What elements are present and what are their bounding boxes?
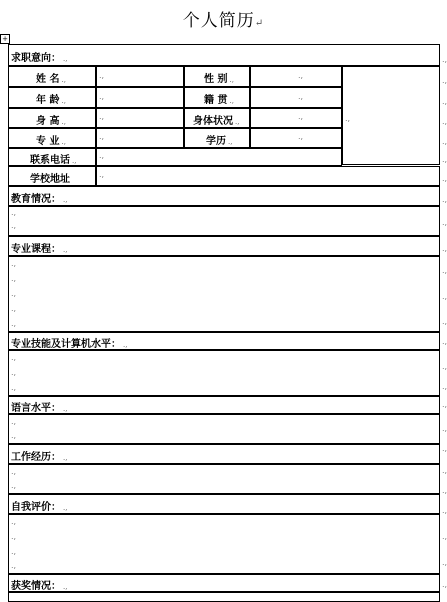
self-eval-content[interactable] — [8, 514, 440, 574]
row-end-mark: ., — [442, 400, 447, 409]
work-label: 工作经历： ., — [11, 452, 68, 463]
cell-mark: ., — [11, 221, 17, 230]
row-end-mark: ., — [442, 117, 447, 126]
height-label: 身 高 ., — [36, 116, 66, 127]
cell-mark: ., — [11, 561, 17, 570]
cell-mark: ., — [11, 304, 17, 313]
cell-mark: ., — [11, 353, 17, 362]
row-end-mark: ., — [442, 55, 447, 64]
cell-mark: ., — [11, 467, 17, 476]
job-intent-row[interactable] — [8, 44, 440, 66]
name-label: 姓 名 ., — [36, 74, 66, 85]
language-content[interactable] — [8, 414, 440, 444]
row-end-mark: ., — [442, 97, 447, 106]
self-eval-label: 自我评价： ., — [11, 502, 68, 513]
cell-mark: ., — [99, 170, 105, 179]
cell-mark: ., — [298, 71, 304, 80]
gender-value-cell[interactable] — [250, 66, 342, 87]
cell-mark: ., — [11, 431, 17, 440]
row-end-mark: ., — [442, 486, 447, 495]
cell-mark: ., — [11, 319, 17, 328]
cell-mark: ., — [11, 547, 17, 556]
cell-mark: ., — [99, 151, 105, 160]
degree-label: 学历 ., — [206, 136, 233, 147]
cell-mark: ., — [11, 289, 17, 298]
cell-mark: ., — [345, 114, 351, 123]
awards-header-row — [8, 574, 440, 592]
education-content[interactable] — [8, 206, 440, 236]
paragraph-mark: ↵ — [254, 18, 265, 29]
awards-label: 获奖情况： ., — [11, 581, 68, 592]
awards-content[interactable] — [8, 592, 440, 602]
skills-content[interactable] — [8, 350, 440, 396]
cell-mark: ., — [298, 92, 304, 101]
cell-mark: ., — [11, 481, 17, 490]
address-label: 学校地址 — [30, 174, 70, 185]
phone-label: 联系电话 ., — [30, 155, 77, 166]
photo-cell[interactable] — [342, 66, 440, 165]
row-end-mark: ., — [442, 317, 447, 326]
row-end-mark: ., — [442, 155, 447, 164]
age-label: 年 龄 ., — [36, 95, 66, 106]
cell-mark: ., — [11, 383, 17, 392]
cell-mark: ., — [11, 517, 17, 526]
native-label: 籍 贯 ., — [204, 95, 234, 106]
cell-mark: ., — [99, 132, 105, 141]
major-value-cell[interactable] — [96, 128, 184, 148]
cell-mark: ., — [99, 71, 105, 80]
row-end-mark: ., — [442, 174, 447, 183]
language-label: 语言水平： ., — [11, 403, 68, 414]
cell-mark: ., — [11, 417, 17, 426]
row-end-mark: ., — [442, 292, 447, 301]
cell-mark: ., — [99, 92, 105, 101]
resume-table — [8, 44, 440, 599]
self-eval-header-row — [8, 494, 440, 514]
address-value-cell[interactable] — [96, 166, 440, 186]
cell-mark: ., — [11, 368, 17, 377]
table-move-handle-icon[interactable]: + — [0, 34, 10, 44]
row-end-mark: ., — [442, 558, 447, 567]
skills-label: 专业技能及计算机水平： ., — [11, 339, 128, 350]
gender-label: 性 别 ., — [204, 74, 234, 85]
row-end-mark: ., — [442, 444, 447, 453]
cell-mark: ., — [298, 112, 304, 121]
cell-mark: ., — [99, 112, 105, 121]
row-end-mark: ., — [442, 506, 447, 515]
job-intent-label: 求职意向： ., — [11, 53, 68, 64]
row-end-mark: ., — [442, 337, 447, 346]
row-end-mark: ., — [442, 382, 447, 391]
education-label: 教育情况： ., — [11, 194, 68, 205]
name-value-cell[interactable] — [96, 66, 184, 87]
native-value-cell[interactable] — [250, 87, 342, 108]
health-label: 身体状况 ., — [193, 116, 240, 127]
health-value-cell[interactable] — [250, 108, 342, 128]
courses-header-row — [8, 236, 440, 256]
major-label: 专 业 ., — [36, 136, 66, 147]
courses-label: 专业课程： ., — [11, 244, 68, 255]
row-end-mark: ., — [442, 466, 447, 475]
row-end-mark: ., — [442, 424, 447, 433]
courses-content[interactable] — [8, 256, 440, 332]
education-header-row — [8, 186, 440, 206]
cell-mark: ., — [11, 259, 17, 268]
height-value-cell[interactable] — [96, 108, 184, 128]
cell-mark: ., — [11, 208, 17, 217]
row-end-mark: ., — [442, 266, 447, 275]
age-value-cell[interactable] — [96, 87, 184, 108]
page-title: 个人简历↵ — [182, 11, 265, 31]
row-end-mark: ., — [442, 532, 447, 541]
language-header-row — [8, 396, 440, 414]
cell-mark: ., — [298, 132, 304, 141]
work-content[interactable] — [8, 464, 440, 494]
row-end-mark: ., — [442, 76, 447, 85]
row-end-mark: ., — [442, 362, 447, 371]
row-end-mark: ., — [442, 218, 447, 227]
work-header-row — [8, 444, 440, 464]
phone-value-cell[interactable] — [96, 148, 342, 166]
cell-mark: ., — [11, 532, 17, 541]
degree-value-cell[interactable] — [250, 128, 342, 148]
cell-mark: ., — [11, 274, 17, 283]
row-end-mark: ., — [442, 244, 447, 253]
row-end-mark: ., — [442, 137, 447, 146]
row-end-mark: ., — [442, 195, 447, 204]
row-end-mark: ., — [442, 580, 447, 589]
